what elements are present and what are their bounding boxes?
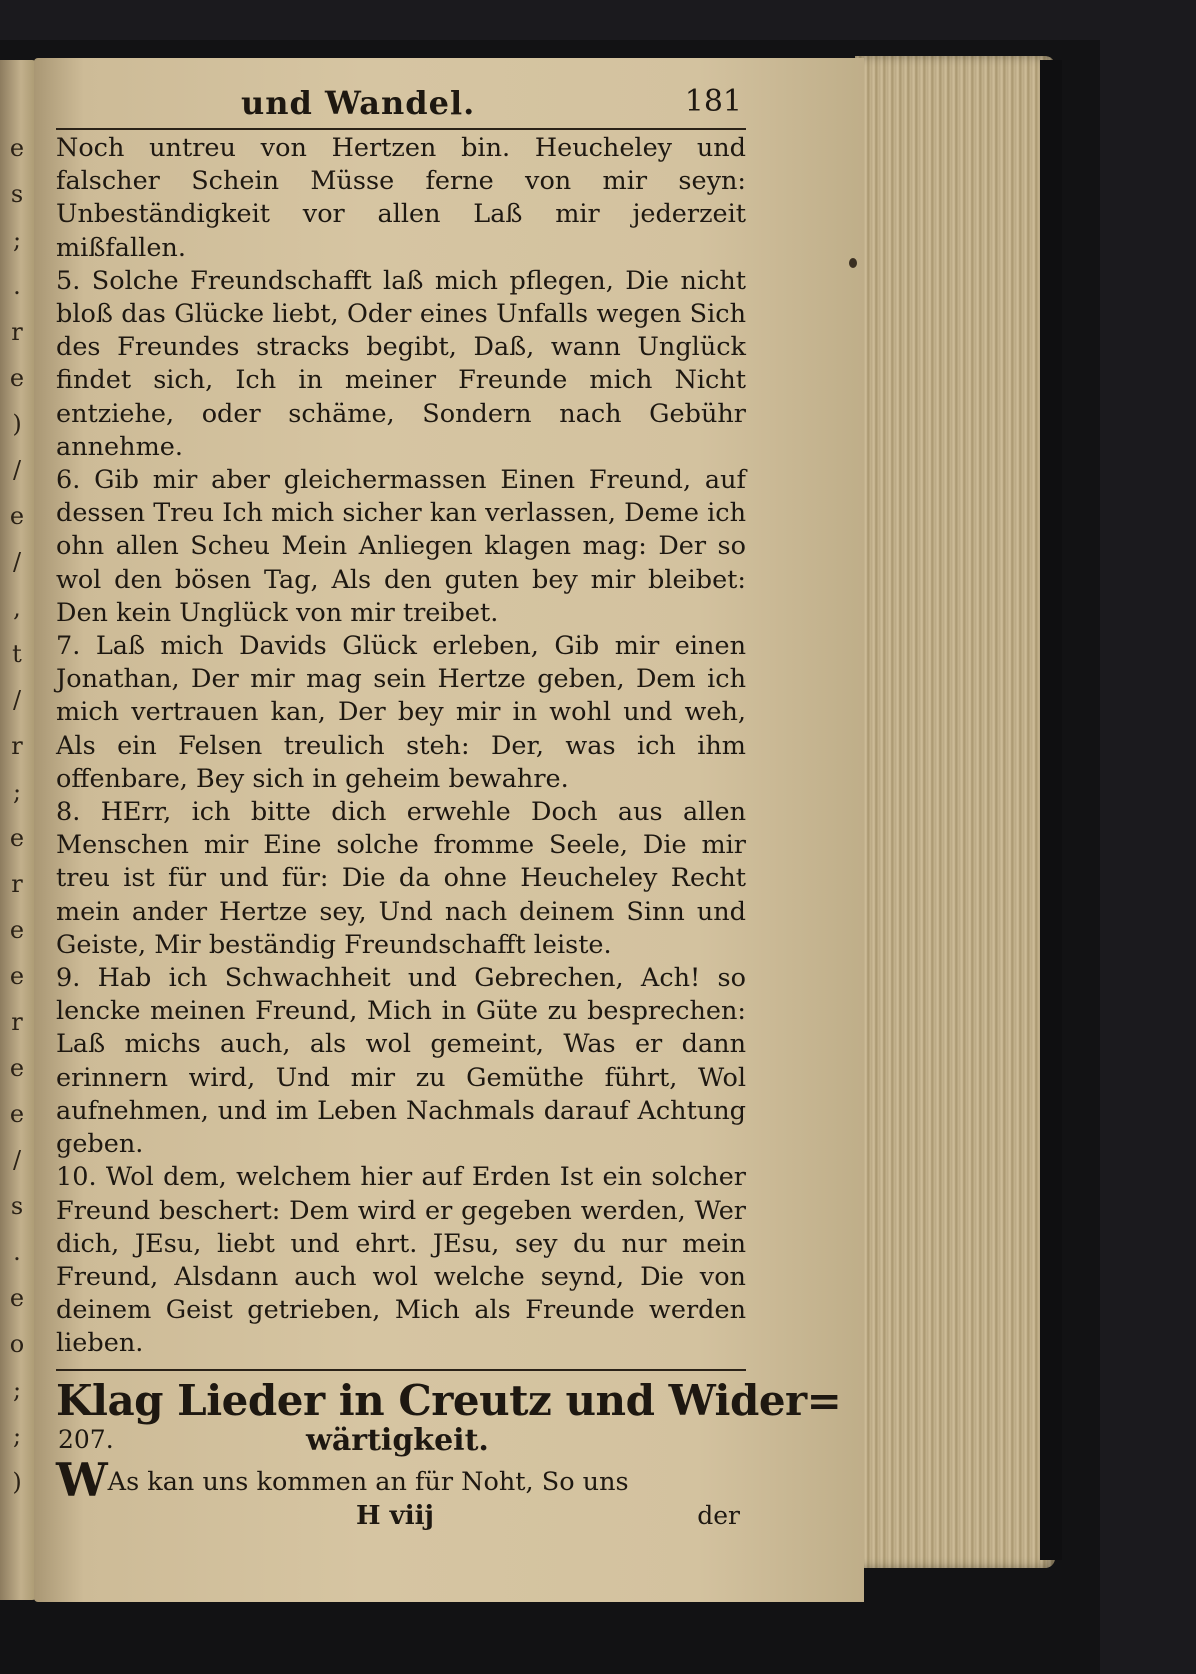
signature-mark: H viij (356, 1500, 434, 1531)
previous-page-fragment: r (11, 318, 23, 346)
verse-continuation: Noch untreu von Hertzen bin. Heucheley und falscher Schein Müsse ferne von mir seyn: Unbeständigkeit vor allen Laß mir jederzeit mißfallen. (56, 133, 746, 263)
verse-6: 6. Gib mir aber gleichermassen Einen Freund, auf dessen Treu Ich mich sicher kan verlassen, Deme ich ohn allen Scheu Mein Anliegen klagen mag: Der so wol den bösen Tag, Als den guten bey mir bleibet: Den kein Unglück von mir treibet. (56, 465, 746, 628)
first-line-text: As kan uns kommen an für Noht, So uns (107, 1466, 629, 1497)
previous-page-fragment: e (9, 1054, 25, 1082)
page-edges (855, 56, 1055, 1568)
previous-page-fragment: ) (12, 1468, 22, 1496)
verse-8: 8. HErr, ich bitte dich erwehle Doch aus allen Menschen mir Eine solche fromme Seele, Die mir treu ist für und für: Die da ohne Heucheley Recht mein ander Hertze sey, Und nach deinem Sinn und Geiste, Mir beständig Freundschafft leiste. (56, 797, 746, 960)
verse-10: 10. Wol dem, welchem hier auf Erden Ist ein solcher Freund beschert: Dem wird er gegeben werden, Wer dich, JEsu, liebt und ehrt. JEsu, sey du nur mein Freund, Alsdann auch wol welche seynd, Die von deinem Geist getrieben, Mich als Freunde werden lieben. (56, 1162, 746, 1359)
page-text (56, 84, 842, 1535)
previous-page-fragment: e (9, 1284, 25, 1312)
previous-page-fragment: / (12, 548, 22, 576)
previous-page-fragment: e (9, 134, 25, 162)
previous-page-fragment: e (9, 916, 25, 944)
previous-page-fragment: / (12, 1146, 22, 1174)
previous-page-fragment: t (12, 640, 22, 668)
hymn-number: 207. (58, 1424, 114, 1454)
previous-page-fragment: s (10, 1192, 24, 1220)
page-number: 181 (684, 84, 742, 119)
initial-letter: W (56, 1452, 108, 1507)
verse-9: 9. Hab ich Schwachheit und Gebrechen, Ach! so lencke meinen Freund, Mich in Güte zu besprechen: Laß michs auch, als wol gemeint, Was er dann erinnern wird, Und mir zu Gemüthe führt, Wol aufnehmen, und im Leben Nachmals darauf Achtung geben. (56, 963, 746, 1160)
previous-page-fragment: r (11, 870, 23, 898)
previous-page-fragment: . (13, 1238, 21, 1266)
previous-page-fragment: / (12, 686, 22, 714)
verse-7: 7. Laß mich Davids Glück erleben, Gib mir einen Jonathan, Der mir mag sein Hertze geben, Dem ich mich vertrauen kan, Der bey mir in wohl und weh, Als ein Felsen treulich steh: Der, was ich ihm offenbare, Bey sich in geheim bewahre. (56, 631, 746, 794)
page-footer (56, 1501, 746, 1535)
previous-page-fragment: / (12, 456, 22, 484)
previous-page-fragment: e (9, 1100, 25, 1128)
previous-page-fragment: , (13, 594, 21, 622)
previous-page-edge (0, 60, 38, 1600)
verse-5: 5. Solche Freundschafft laß mich pflegen, Die nicht bloß das Glücke liebt, Oder eines Unfalls wegen Sich des Freundes stracks begibt, Daß, wann Unglück findet sich, Ich in meiner Freunde mich Nicht entziehe, oder schäme, Sondern nach Gebühr annehme. (56, 265, 746, 462)
previous-page-fragment: ; (12, 778, 22, 806)
section-title: Klag Lieder in Creutz und Wider= (56, 1375, 842, 1425)
previous-page-fragment: ) (12, 410, 22, 438)
section-title-continued: wärtigkeit. (306, 1422, 489, 1458)
section-divider (56, 1369, 746, 1371)
section-title-line2 (56, 1422, 746, 1461)
previous-page-fragment: r (11, 732, 23, 760)
hymn-first-line (56, 1452, 746, 1507)
page-header (56, 84, 746, 130)
catchword: der (697, 1500, 740, 1530)
running-head: und Wandel. (241, 84, 476, 122)
previous-page-fragment: ; (12, 1422, 22, 1450)
previous-page-fragment: e (9, 962, 25, 990)
previous-page-fragment: r (11, 1008, 23, 1036)
previous-page-fragment: s (10, 180, 24, 208)
previous-page-fragment: e (9, 824, 25, 852)
previous-page-fragment: e (9, 502, 25, 530)
previous-page-fragment: ; (12, 226, 22, 254)
previous-page-fragment: ; (12, 1376, 22, 1404)
previous-page-fragment: e (9, 364, 25, 392)
ink-spot (849, 258, 857, 268)
previous-page-fragment: o (9, 1330, 25, 1358)
previous-page-fragment: . (13, 272, 21, 300)
binding-edge (1040, 60, 1062, 1560)
